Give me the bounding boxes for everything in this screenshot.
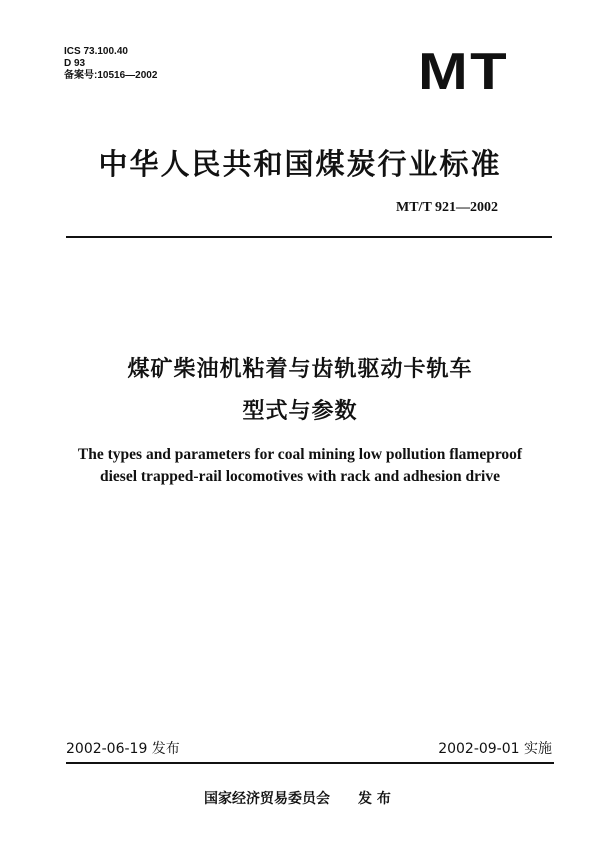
chinese-title-line-2: 型式与参数 [242,399,358,424]
header-divider [66,236,552,238]
publisher-action: 发 布 [358,791,391,807]
mt-logo: MT [418,43,509,101]
english-title-line-2: diesel trapped-rail locomotives with rack and adhesion drive [100,468,500,485]
record-number: 备案号:10516—2002 [64,70,158,81]
chinese-title-line-1: 煤矿柴油机粘着与齿轨驱动卡轨车 [127,357,473,382]
standard-number: MT/T 921—2002 [396,200,499,215]
publisher-line [204,788,391,808]
footer-divider [66,762,554,764]
classification-block [64,46,157,82]
publisher-name: 国家经济贸易委员会 [204,791,330,807]
classification-code: D 93 [64,58,86,69]
english-title-line-1: The types and parameters for coal mining low pollution flameproof [77,446,523,463]
industry-standard-title: 中华人民共和国煤炭行业标准 [98,147,502,181]
implementation-date: 2002-09-01 实施 [438,741,552,757]
publish-date: 2002-06-19 发布 [66,741,180,757]
ics-code: ICS 73.100.40 [64,46,128,57]
